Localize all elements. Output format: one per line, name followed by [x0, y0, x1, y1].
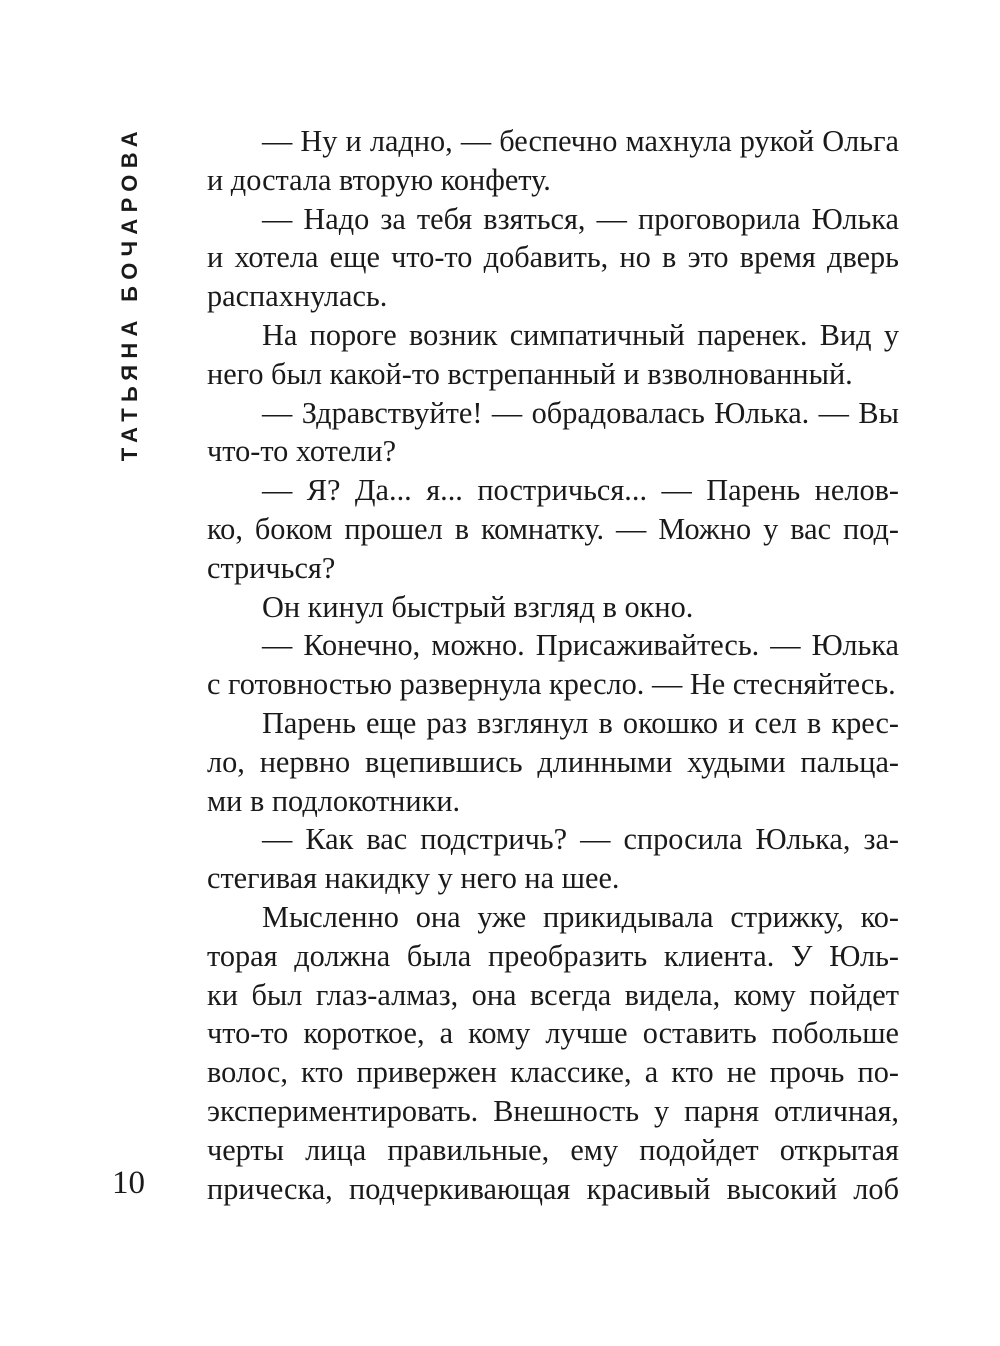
text-line: — Конечно, можно. Присаживайтесь. — Юлька	[262, 628, 899, 663]
author-name: ТАТЬЯНА БОЧАРОВА	[117, 124, 142, 462]
text-line: черты лица правильные, ему подойдет открытая	[207, 1132, 899, 1167]
page-number: 10	[112, 1165, 145, 1201]
text-line: ко, боком прошел в комнатку. — Можно у вас под-	[207, 511, 899, 546]
text-line: что-то хотели?	[207, 434, 397, 469]
text-line: — Надо за тебя взяться, — проговорила Юлька	[262, 201, 899, 236]
text-line: Парень еще раз взглянул в окошко и сел в крес-	[262, 705, 899, 740]
text-line: и достала вторую конфету.	[207, 162, 551, 197]
text-line: Мысленно она уже прикидывала стрижку, ко-	[262, 899, 899, 934]
text-line: с готовностью развернула кресло. — Не стесняйтесь.	[207, 667, 896, 702]
text-line: прическа, подчеркивающая красивый высокий лоб	[207, 1171, 899, 1206]
text-line: торая должна была преобразить клиента. У Юль-	[207, 938, 899, 973]
text-line: и хотела еще что-то добавить, но в это время дверь	[207, 240, 899, 275]
text-line: — Как вас подстричь? — спросила Юлька, за-	[262, 822, 899, 857]
text-line: Он кинул быстрый взгляд в окно.	[262, 589, 694, 624]
text-line: что-то короткое, а кому лучше оставить побольше	[207, 1016, 899, 1051]
running-header-author	[113, 124, 147, 462]
text-line: — Здравствуйте! — обрадовалась Юлька. — Вы	[262, 395, 899, 430]
text-line: стричься?	[207, 550, 336, 585]
text-line: стегивая накидку у него на шее.	[207, 861, 620, 896]
text-line: На пороге возник симпатичный паренек. Вид у	[262, 317, 899, 352]
text-line: распахнулась.	[207, 279, 388, 314]
text-line: — Ну и ладно, — беспечно махнула рукой Ольга	[262, 124, 899, 158]
text-line: ло, нервно вцепившись длинными худыми пальца-	[207, 744, 899, 779]
text-line: ми в подлокотники.	[207, 783, 461, 818]
text-line: него был какой-то встрепанный и взволнованный.	[207, 356, 853, 391]
body-text	[207, 122, 899, 1208]
text-line: — Я? Да... я... постричься... — Парень нелов-	[262, 473, 899, 508]
text-line: экспериментировать. Внешность у парня отличная,	[207, 1093, 899, 1128]
text-line: волос, кто привержен классике, а кто не прочь по-	[207, 1055, 899, 1090]
text-line: ки был глаз-алмаз, она всегда видела, кому пойдет	[207, 977, 899, 1012]
